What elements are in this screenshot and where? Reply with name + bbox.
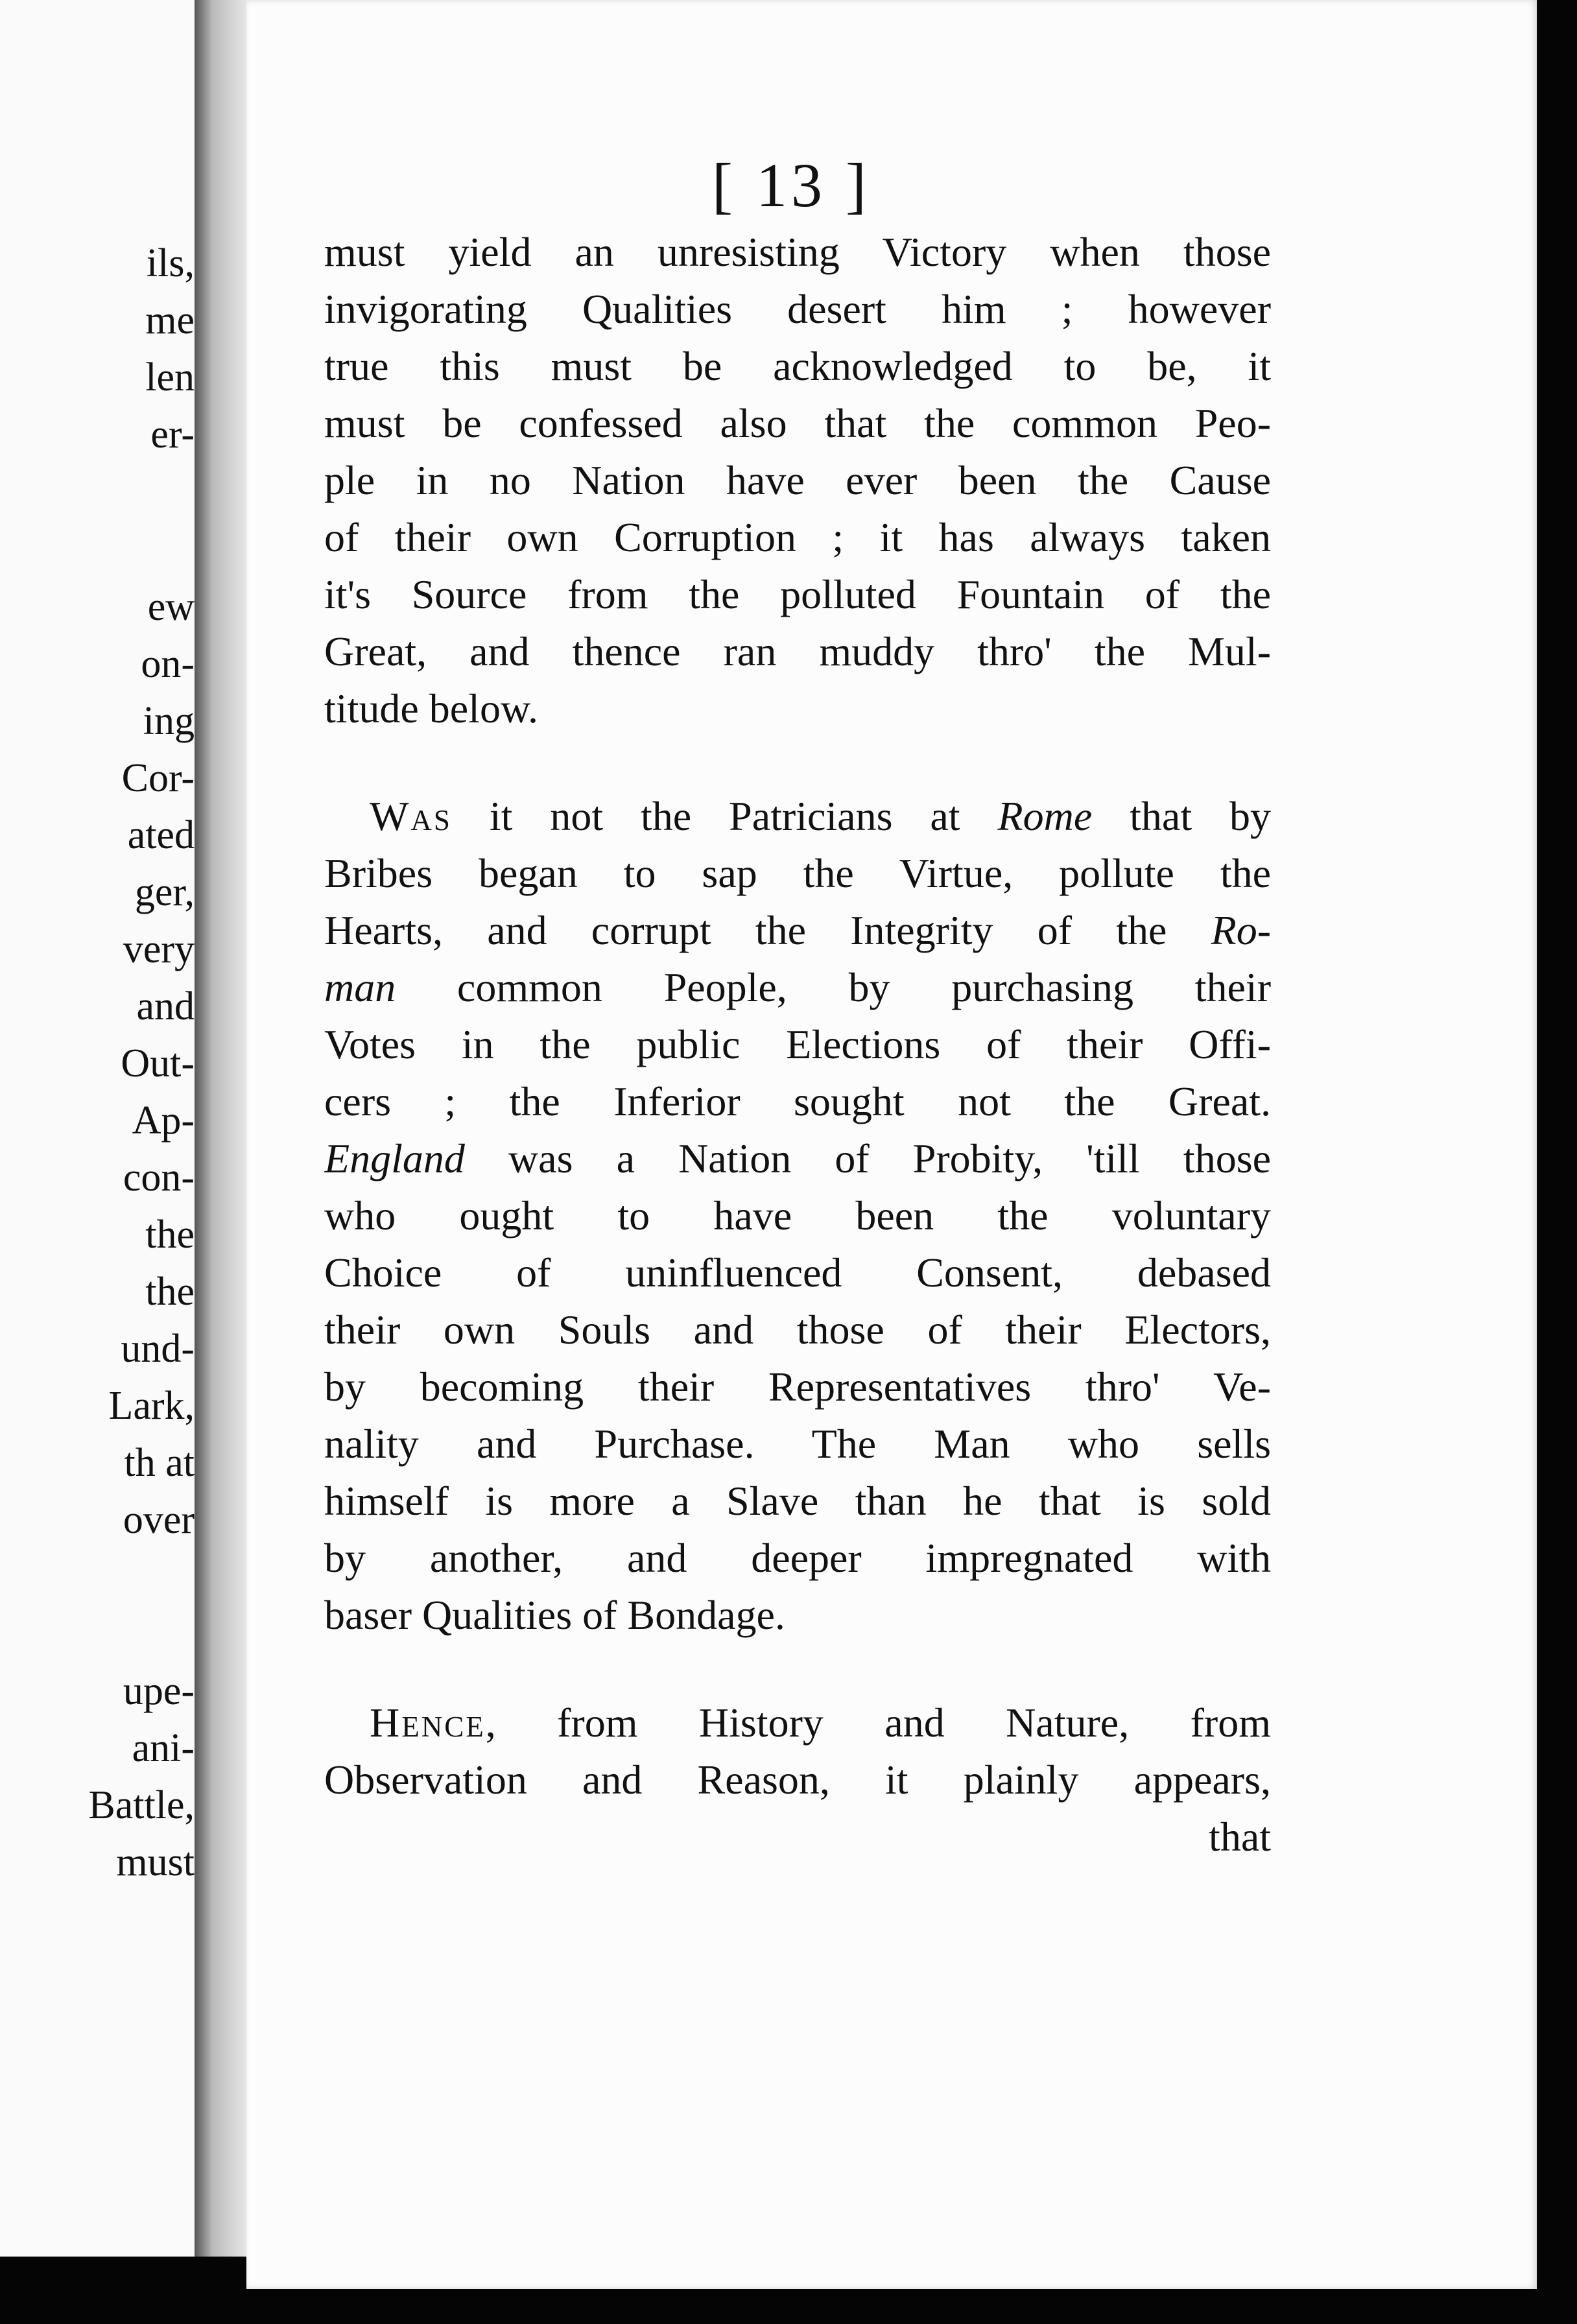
book-gutter [195, 0, 246, 2257]
facing-line-fragment: ing [143, 699, 195, 743]
italic-word: Rome [997, 793, 1093, 839]
text-span: it not the Patricians at [451, 793, 998, 839]
text-line: by becoming their Representatives thro' Ve- [324, 1364, 1271, 1410]
text-line [324, 788, 1271, 845]
text-line: ple in no Nation have ever been the Cause [324, 457, 1271, 503]
facing-line-fragment: Out- [121, 1041, 195, 1085]
facing-line-fragment: und- [121, 1327, 195, 1371]
facing-line-fragment: ils, [146, 241, 195, 285]
text-line [324, 1130, 1271, 1187]
text-line [324, 902, 1271, 959]
text-span: common People, by purchasing their [396, 964, 1271, 1010]
facing-line-fragment: must [116, 1840, 195, 1884]
paragraph-lead-caps: Hence [370, 1700, 486, 1746]
text-span: was a Nation of Probity, 'till those [464, 1135, 1271, 1181]
body-text [324, 224, 1271, 1866]
facing-line-fragment: and [136, 984, 195, 1028]
text-line: cers ; the Inferior sought not the Great. [324, 1078, 1271, 1124]
text-line: of their own Corruption ; it has always taken [324, 514, 1271, 560]
text-line: who ought to have been the voluntary [324, 1192, 1271, 1239]
facing-line-fragment: ani- [132, 1726, 195, 1770]
facing-line-fragment: the [145, 1213, 195, 1257]
facing-line-fragment: th at [124, 1441, 195, 1485]
text-line: nality and Purchase. The Man who sells [324, 1421, 1271, 1467]
text-line: Votes in the public Elections of their Offi- [324, 1021, 1271, 1067]
facing-line-fragment: con- [123, 1156, 195, 1200]
facing-line-fragment: Lark, [108, 1384, 195, 1428]
italic-word: England [324, 1135, 465, 1181]
page-number: [ 13 ] [712, 150, 870, 220]
facing-line-fragment: the [145, 1270, 195, 1314]
text-line: titude below. [324, 685, 538, 731]
text-line: Great, and thence ran muddy thro' the Mul- [324, 628, 1271, 674]
facing-line-fragment: Battle, [88, 1783, 195, 1827]
facing-line-fragment: on- [141, 642, 195, 686]
text-span: Hearts, and corrupt the Integrity of the [324, 907, 1211, 953]
facing-line-fragment: very [123, 927, 195, 971]
text-line [324, 1694, 1271, 1751]
text-line: himself is more a Slave than he that is sold [324, 1478, 1271, 1524]
text-line: must be confessed also that the common Peo- [324, 400, 1271, 446]
facing-page-fragment [0, 0, 195, 2257]
text-line: Choice of uninfluenced Consent, debased [324, 1250, 1271, 1296]
facing-line-fragment: Cor- [121, 756, 195, 800]
text-line: by another, and deeper impregnated with [324, 1535, 1271, 1581]
italic-word: Ro- [1211, 907, 1271, 953]
facing-line-fragment: over [123, 1498, 195, 1542]
catchword: that [1209, 1814, 1271, 1860]
facing-line-fragment: ger, [134, 870, 195, 914]
text-line: Bribes began to sap the Virtue, pollute the [324, 850, 1271, 896]
facing-line-fragment: ated [127, 813, 195, 857]
facing-line-fragment: upe- [123, 1669, 195, 1713]
facing-line-fragment: er- [150, 412, 195, 456]
text-line: it's Source from the polluted Fountain of the [324, 571, 1271, 617]
text-line: invigorating Qualities desert him ; however [324, 286, 1271, 332]
text-span: , from History and Nature, from [485, 1700, 1271, 1746]
text-line: true this must be acknowledged to be, it [324, 343, 1271, 389]
book-page [246, 0, 1537, 2289]
italic-word: man [324, 964, 396, 1010]
text-line: baser Qualities of Bondage. [324, 1592, 785, 1638]
text-line: Observation and Reason, it plainly appears, [324, 1757, 1271, 1803]
text-line: their own Souls and those of their Electors, [324, 1307, 1271, 1353]
paragraph-lead-caps: Was [370, 793, 452, 839]
text-line: must yield an unresisting Victory when those [324, 229, 1271, 275]
facing-line-fragment: Ap- [132, 1098, 195, 1143]
text-span: that by [1092, 793, 1271, 839]
facing-line-fragment: ew [147, 585, 195, 629]
text-line [324, 959, 1271, 1016]
facing-line-fragment: me [145, 298, 195, 342]
facing-line-fragment: len [145, 355, 195, 399]
